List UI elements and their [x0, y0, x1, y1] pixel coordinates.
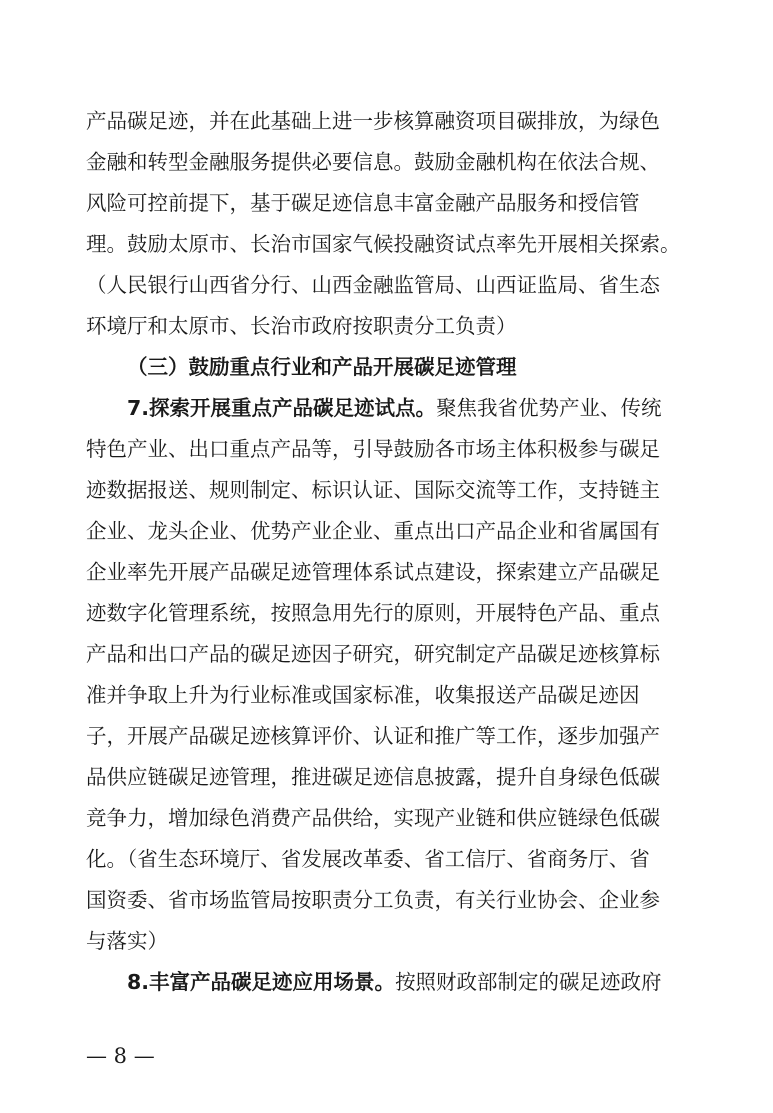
item7-line-5: 迹数字化管理系统，按照急用先行的原则，开展特色产品、重点	[86, 601, 660, 625]
body-line-5: （人民银行山西省分行、山西金融监管局、山西证监局、省生态	[86, 273, 660, 297]
section-heading: （三）鼓励重点行业和产品开展碳足迹管理	[127, 355, 517, 379]
item7-line-8: 子，开展产品碳足迹核算评价、认证和推广等工作，逐步加强产	[86, 724, 660, 748]
item7-line-1: 特色产业、出口重点产品等，引导鼓励各市场主体积极参与碳足	[86, 437, 660, 461]
item7-title: 7.探索开展重点产品碳足迹试点。	[127, 396, 437, 420]
item7-line-3: 企业、龙头企业、优势产业企业、重点出口产品企业和省属国有	[86, 519, 660, 543]
item7-line-12: 国资委、省市场监管局按职责分工负责，有关行业协会、企业参	[86, 888, 660, 912]
body-line-4: 理。鼓励太原市、长治市国家气候投融资试点率先开展相关探索。	[86, 232, 681, 256]
item7-first-line	[127, 393, 691, 423]
item8-title: 8.丰富产品碳足迹应用场景。	[127, 970, 396, 994]
item8-first-line-text: 按照财政部制定的碳足迹政府	[395, 970, 662, 994]
item8-first-line	[127, 967, 691, 997]
page-number: — 8 —	[86, 1044, 155, 1068]
item7-line-4: 企业率先开展产品碳足迹管理体系试点建设，探索建立产品碳足	[86, 560, 660, 584]
item7-line-10: 竞争力，增加绿色消费产品供给，实现产业链和供应链绿色低碳	[86, 806, 660, 830]
item7-first-line-text: 聚焦我省优势产业、传统	[436, 396, 662, 420]
body-line-2: 金融和转型金融服务提供必要信息。鼓励金融机构在依法合规、	[86, 150, 660, 174]
item7-line-7: 准并争取上升为行业标准或国家标准，收集报送产品碳足迹因	[86, 683, 640, 707]
item7-line-13: 与落实）	[86, 929, 168, 953]
body-line-1: 产品碳足迹，并在此基础上进一步核算融资项目碳排放，为绿色	[86, 109, 660, 133]
body-line-3: 风险可控前提下，基于碳足迹信息丰富金融产品服务和授信管	[86, 191, 640, 215]
item7-line-2: 迹数据报送、规则制定、标识认证、国际交流等工作，支持链主	[86, 478, 660, 502]
item7-line-6: 产品和出口产品的碳足迹因子研究，研究制定产品碳足迹核算标	[86, 642, 660, 666]
body-line-6: 环境厅和太原市、长治市政府按职责分工负责）	[86, 314, 517, 338]
item7-line-11: 化。（省生态环境厅、省发展改革委、省工信厅、省商务厅、省	[86, 847, 650, 871]
item7-line-9: 品供应链碳足迹管理，推进碳足迹信息披露，提升自身绿色低碳	[86, 765, 660, 789]
